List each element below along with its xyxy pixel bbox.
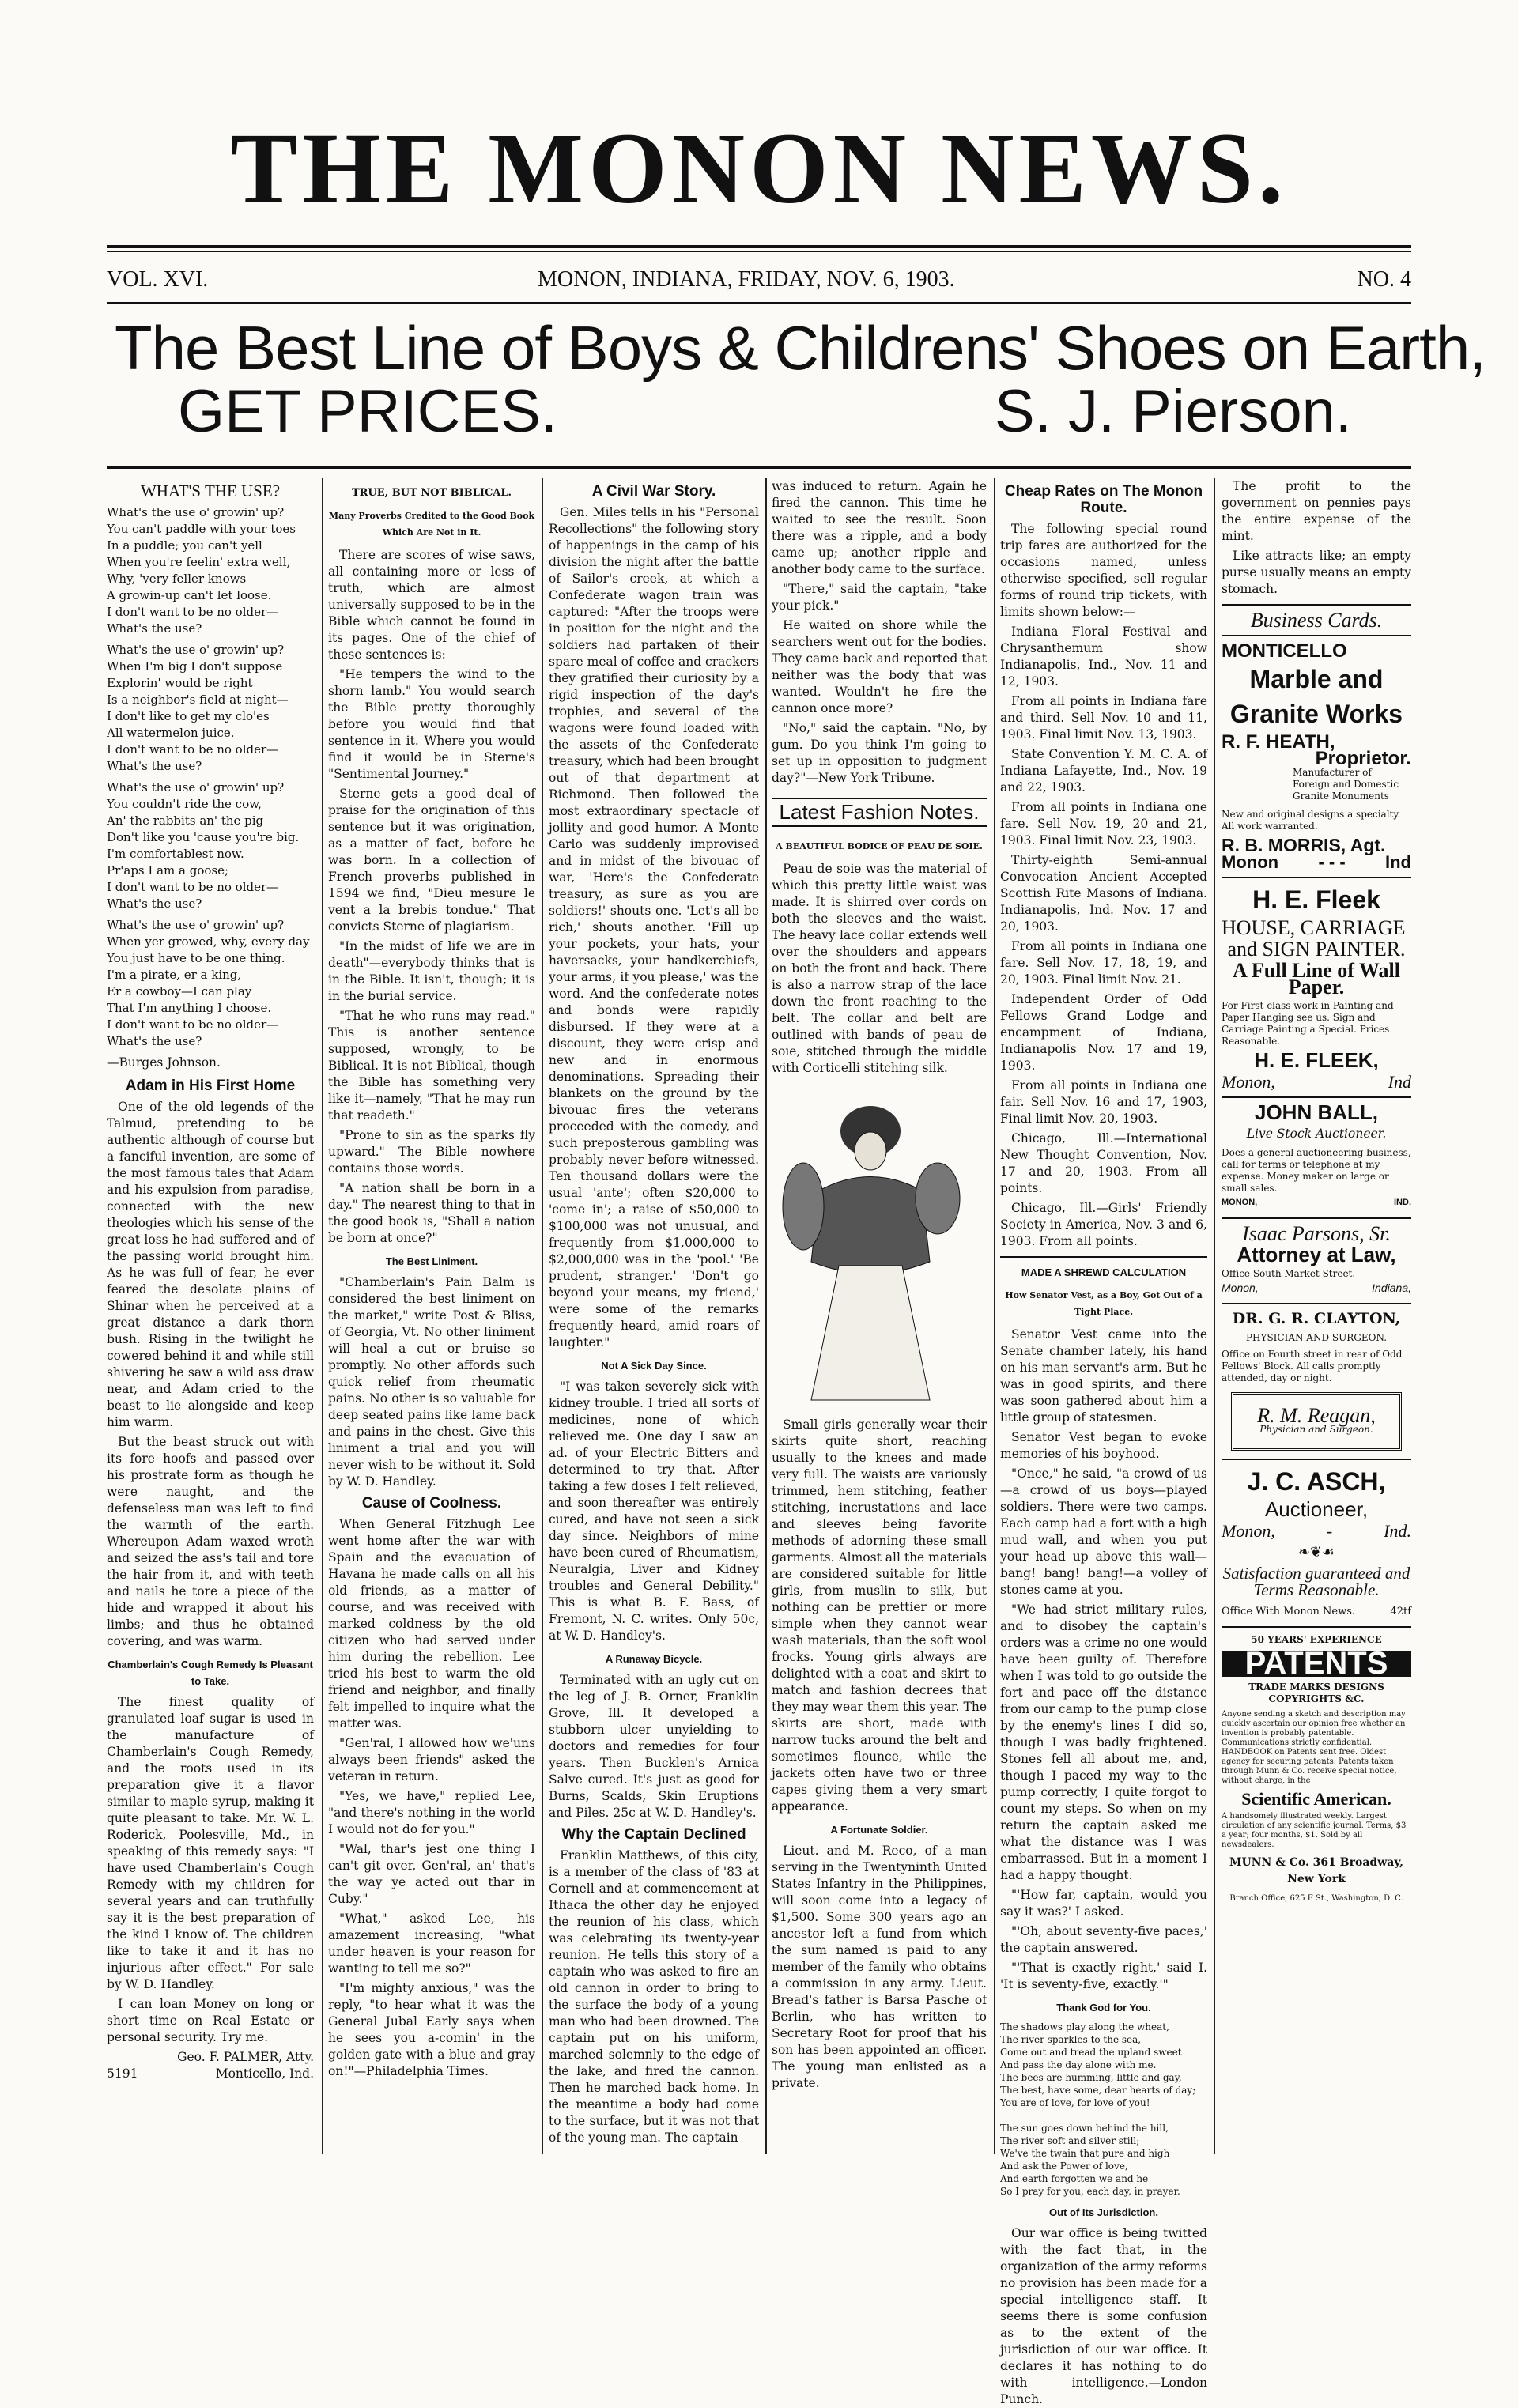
fleek-name: H. E. Fleek <box>1252 885 1380 914</box>
ball-title: Live Stock Auctioneer. <box>1246 1127 1387 1141</box>
article-paragraph: The finest quality of granulated loaf sugar is used in the manufacture of Chamberlain's Cough Remedy, and the roots used in its preparation give it a flavor similar to maple syrup, making it quite pleasant to take. Mr. W. L. Roderick, Poolesville, Md., in speaking of this remedy says: "I have used Chamberlain's Cough Remedy with my children for several years and can truthfully say it is the best preparation of the kind I know of. The children like to take it and it has no injurious after effect." For sale by W. D. Handley. <box>107 1695 314 1991</box>
asch-title: Auctioneer, <box>1264 1497 1369 1521</box>
parsons-title: Attorney at Law, <box>1237 1243 1396 1266</box>
article-paragraph: "No," said the captain. "No, by gum. Do you think I'm going to set up in opposition to judgment day?"—New York Tribune. <box>772 721 987 785</box>
article-paragraph: Franklin Matthews, of this city, is a member of the class of '83 at Cornell and at commencement at Ithaca the other day he enjoyed the reunion of his class, which was celebrating its twenty-year reunion. He tells this story of a captain who was asked to fire an old cannon in order to bring to the surface the body of a young man who had been drowned. The captain put on his uniform, marched solemnly to the edge of the lake, and fired the cannon. Then he marched back home. In the meantime a body had come to the surface, but it was not that of the young man. The captain <box>549 1848 759 2145</box>
article-paragraph: "'Oh, about seventy-five paces,' the captain answered. <box>1000 1924 1207 1955</box>
ball-state: IND. <box>1394 1198 1411 1207</box>
article-paragraph: "'How far, captain, would you say it was?' I asked. <box>1000 1888 1207 1919</box>
business-cards-heading: Business Cards. <box>1250 609 1383 632</box>
morris-dashes: - - - <box>1318 852 1346 872</box>
captain-heading: Why the Captain Declined <box>561 1826 746 1843</box>
shoe-advertisement-banner <box>107 312 1486 455</box>
article-paragraph: Like attracts like; an empty purse usually means an empty stomach. <box>1222 549 1411 596</box>
article-paragraph: Chicago, Ill.—International New Thought Convention, Nov. 17 and 20, 1903. From all points. <box>1000 1131 1207 1195</box>
column-divider <box>1214 478 1215 2154</box>
column-divider <box>542 478 543 2154</box>
divider <box>1222 1217 1411 1219</box>
poem-heading: Thank God for You. <box>1056 2002 1151 2014</box>
fleek-signature: H. E. FLEEK, <box>1254 1048 1379 1072</box>
column-3 <box>549 478 759 2154</box>
monon-rates-heading: Cheap Rates on The Monon Route. <box>1004 483 1203 516</box>
article-paragraph: From all points in Indiana fare and third. Sell Nov. 10 and 11, 1903. Final limit Nov. 13, 1903. <box>1000 694 1207 742</box>
column-4 <box>772 478 987 2154</box>
reagan-name: R. M. Reagan, <box>1257 1404 1376 1427</box>
parsons-town: Monon, <box>1222 1281 1259 1294</box>
article-paragraph: "He tempers the wind to the shorn lamb." You would search the Bible pretty thoroughly before you would find that sentence in it. Where you would find it would be in Sterne's "Sentimental Journey." <box>328 667 535 781</box>
divider <box>1222 1626 1411 1628</box>
article-paragraph: "There," said the captain, "take your pick." <box>772 582 987 613</box>
parsons-state: Indiana, <box>1372 1281 1411 1294</box>
sciam-description: A handsomely illustrated weekly. Largest circulation of any scientific journal. Terms, $3 a year; four months, $1. Sold by all newsdealers. <box>1222 1812 1407 1849</box>
civil-war-heading: A Civil War Story. <box>591 483 716 500</box>
coolness-heading: Cause of Coolness. <box>361 1495 502 1512</box>
monticello-ad-line: MONTICELLO <box>1222 640 1347 662</box>
monument-description: Manufacturer of Foreign and Domestic Granite Monuments <box>1293 767 1399 802</box>
article-paragraph: "I was taken severely sick with kidney trouble. I tried all sorts of medicines, none of which relieved me. One day I saw an ad. of your Electric Bitters and determined to try that. After taking a few doses I felt relieved, and soon thereafter was entirely cured, and have not seen a sick day since. Neighbors of mine have been cured of Rheumatism, Neuralgia, Liver and Kidney troubles and General Debility." This is what B. F. Bass, of Fremont, N. C. writes. Only 50c, at W. D. Handley's. <box>549 1380 759 1643</box>
column-divider <box>322 478 323 2154</box>
ball-name: JOHN BALL, <box>1255 1100 1378 1124</box>
morris-place <box>1222 854 1411 870</box>
munn-address: MUNN & Co. 361 Broadway, New York <box>1229 1856 1403 1885</box>
fleek-town: Monon, <box>1222 1072 1275 1092</box>
fleek-state: Ind <box>1388 1072 1411 1092</box>
article-paragraph: "Prone to sin as the sparks fly upward." The Bible nowhere contains those words. <box>328 1128 535 1176</box>
banner-merchant: S. J. Pierson. <box>995 378 1352 445</box>
article-paragraph: Chicago, Ill.—Girls' Friendly Society in America, Nov. 3 and 6, 1903. From all points. <box>1000 1201 1207 1248</box>
article-paragraph: From all points in Indiana one fare. Sell Nov. 19, 20 and 21, 1903. Final limit Nov. 23, 1903. <box>1000 800 1207 847</box>
article-paragraph: He waited on shore while the searchers went out for the bodies. They came back and reported that neither was the body that was wanted. Wouldn't he fire the cannon once more? <box>772 618 987 715</box>
masthead-rule-thin <box>107 251 1411 252</box>
dateline-rule <box>107 302 1411 304</box>
dateline <box>107 267 1411 299</box>
article-paragraph: When General Fitzhugh Lee went home after the war with Spain and the evacuation of Havana he made calls on all his old friends, as a matter of course, and was received with marked coldness by the old citizen who had served under him during the rebellion. Lee tried his best to warm the old friend and neighbor, and finally felt impelled to inquire what the matter was. <box>328 1517 535 1731</box>
article-paragraph: "We had strict military rules, and to disobey the captain's orders was a crime no one would have been guilty of. Therefore when I was told to go outside the fort and pace off the distance from our camp to the pump close by the enemy's lines I did so, though I was badly frightened. Stones fell all about me, and, though I paced my way to the pump correctly, I quite forgot to count my steps. So when on my return the captain asked me what the distance was I was embarrassed. But in a moment I had a happy thought. <box>1000 1602 1207 1882</box>
article-paragraph: There are scores of wise saws, all containing more or less of truth, which are almost universally supposed to be in the Bible which cannot be found in its pages. One of the chief of these sentences is: <box>328 548 535 662</box>
divider <box>1222 635 1411 636</box>
divider <box>1000 1256 1207 1258</box>
article-paragraph: "'That is exactly right,' said I. 'It is seventy-five, exactly.'" <box>1000 1961 1207 1991</box>
divider <box>1222 877 1411 878</box>
bicycle-heading: A Runaway Bicycle. <box>605 1653 703 1665</box>
volume-number: VOL. XVI. <box>107 267 209 292</box>
liniment-heading: The Best Liniment. <box>385 1255 478 1267</box>
article-paragraph: The profit to the government on pennies pays the entire expense of the mint. <box>1222 479 1411 543</box>
article-paragraph: One of the old legends of the Talmud, pretending to be authentic although of course but a fanciful invention, are some of the most famous tales that Adam and his expulsion from paradise, connected with the new theologies which his sense of the great loss he had suffered and of the passing world brought him. As he was full of fear, he ever feared the desolate plains of Shinar when he perceived at a great distance a dark thorn bush. Rising in the twilight he cowered behind it and while still shivering he saw a wild ass draw near, and Adam cried to the beast to lie alongside and keep him warm. <box>107 1100 314 1429</box>
loan-place: Monticello, Ind. <box>215 2066 314 2081</box>
asch-state: Ind. <box>1384 1521 1411 1541</box>
article-paragraph: Indiana Floral Festival and Chrysanthemum show Indianapolis, Ind., Nov. 11 and 12, 1903. <box>1000 625 1207 689</box>
designs-note: New and original designs a specialty. All work warranted. <box>1222 809 1401 832</box>
divider <box>1222 604 1411 606</box>
reagan-title: Physician and Surgeon. <box>1259 1424 1373 1435</box>
article-paragraph: Independent Order of Odd Fellows Grand Lodge and encampment of Indiana, Indianapolis Nov. 17 and 19, 1903. <box>1000 992 1207 1073</box>
column-6 <box>1222 478 1411 2154</box>
article-paragraph: "I'm mighty anxious," was the reply, "to hear what it was the General Jubal Early says when he sees you a-comin' in the golden gate with a blue and gray on!"—Philadelphia Times. <box>328 1981 535 2078</box>
proprietor-label: Proprietor. <box>1315 748 1411 769</box>
monticello-ad-line: Granite Works <box>1229 700 1403 728</box>
article-heading: TRUE, BUT NOT BIBLICAL. <box>351 487 512 499</box>
ball-description: Does a general auctioneering business, call for terms or telephone at my expense. Money maker on large or small sales. <box>1222 1147 1411 1194</box>
article-paragraph: Our war office is being twitted with the fact that, in the organization of the army reforms no provision has been made for a special intelligence staff. It seems there is some confusion as to the extent of the jurisdiction of our war office. It declares it has nothing to do with intelligence.—London Punch. <box>1000 2226 1207 2406</box>
article-paragraph: From all points in Indiana one fare. Sell Nov. 17, 18, 19, and 20, 1903. Final limit Nov. 21. <box>1000 939 1207 987</box>
morris-state: Ind <box>1384 852 1411 872</box>
shrewd-subheading: How Senator Vest, as a Boy, Got Out of a Tight Place. <box>1005 1290 1203 1317</box>
fashion-subheading: A BEAUTIFUL BODICE OF PEAU DE SOIE. <box>776 841 983 851</box>
asch-town: Monon, <box>1222 1521 1275 1541</box>
patents-description: Anyone sending a sketch and description may quickly ascertain our opinion free whether an invention is probably patentable. Communications strictly confidential. HANDBOOK on Patents sent free. Oldest agency for securing patents. Patents taken through Munn & Co. receive special notice, without charge, in the <box>1222 1710 1406 1785</box>
article-paragraph: From all points in Indiana one fair. Sell Nov. 16 and 17, 1903, Final limit Nov. 20, 1903. <box>1000 1078 1207 1126</box>
column-5 <box>1000 478 1207 2406</box>
fleek-description: For First-class work in Painting and Paper Hanging see us. Sign and Carriage Painting a Special. Prices Reasonable. <box>1222 1000 1394 1047</box>
masthead: THE MONON NEWS. <box>229 112 1289 225</box>
article-paragraph: "A nation shall be born in a day." The nearest thing to that in the good book is, "Shall a nation be born at once?" <box>328 1181 535 1245</box>
clayton-title: PHYSICIAN AND SURGEON. <box>1245 1332 1388 1343</box>
asch-name: J. C. ASCH, <box>1247 1467 1386 1496</box>
article-paragraph: Terminated with an ugly cut on the leg of J. B. Orner, Franklin Grove, Ill. It developed a stubborn ulcer unyielding to doctors and remedies for four years. Then Bucklen's Arnica Salve cured. It's just as good for Burns, Scalds, Skin Eruptions and Piles. 25c at W. D. Handley's. <box>549 1673 759 1820</box>
column-divider <box>994 478 995 2154</box>
article-paragraph: "Once," he said, "a crowd of us—a crowd of us boys—played soldiers. There were two camps. Each camp had a fort with a high mud wall, and when you put your head up above this wall—bang! bang! bang!—a volley of stones came at you. <box>1000 1466 1207 1597</box>
article-paragraph: Senator Vest began to evoke memories of his boyhood. <box>1000 1430 1207 1461</box>
issue-number: NO. 4 <box>1357 267 1411 292</box>
sick-day-heading: Not A Sick Day Since. <box>601 1360 707 1372</box>
masthead-rule-top <box>107 245 1411 248</box>
asch-dash: - <box>1326 1521 1333 1541</box>
parsons-office: Office South Market Street. <box>1222 1268 1356 1279</box>
clayton-office: Office on Fourth street in rear of Odd Fellows' Block. All calls promptly attended, day or night. <box>1222 1349 1403 1383</box>
poem-stanza: What's the use o' growin' up? When yer growed, why, every day You just have to be one thing. I'm a pirate, er a king, Er a cowboy—I can play That I'm anything I choose. I don't want to be no older— What's the use? <box>107 918 310 1048</box>
jurisdiction-heading: Out of Its Jurisdiction. <box>1049 2206 1158 2218</box>
shrewd-heading: MADE A SHREWD CALCULATION <box>1021 1266 1187 1278</box>
heath-name: R. F. HEATH, <box>1222 731 1335 753</box>
soldier-heading: A Fortunate Soldier. <box>830 1824 928 1836</box>
poem-stanza: What's the use o' growin' up? You can't paddle with your toes In a puddle; you can't yell When you're feelin' extra well, Why, 'very feller knows A growin-up can't let loose. I don't want to be no older— What's the use? <box>107 505 296 636</box>
article-paragraph: Thirty-eighth Semi-annual Convocation Ancient Accepted Scottish Rite Masons of Indiana. Indianapolis, Ind. Nov. 17 and 20, 1903. <box>1000 853 1207 934</box>
poem-body: The shadows play along the wheat, The river sparkles to the sea, Come out and tread the upland sweet And pass the day alone with me. The bees are humming, little and gay, The best, have some, dear hearts of day; You are of love, for love of you! The sun goes down behind the hill, The river soft and silver still; We've the twain that pure and high And ask the Power of love, And earth forgotten we and he So I pray for you, each day, in prayer. <box>1000 2021 1196 2197</box>
poem-stanza: What's the use o' growin' up? You couldn't ride the cow, An' the rabbits an' the pig Don't like you 'cause you're big. I'm comfortablest now. Pr'aps I am a goose; I don't want to be no older— What's the use? <box>107 780 300 911</box>
parsons-place <box>1222 1280 1411 1296</box>
banner-get-prices: GET PRICES. <box>178 378 558 445</box>
asch-code: 42tf <box>1390 1606 1411 1617</box>
divider <box>1222 1303 1411 1304</box>
ball-town: MONON, <box>1222 1198 1258 1207</box>
ornament-icon: ❧❦☙ <box>1297 1544 1335 1561</box>
fleek-line: A Full Line of Wall Paper. <box>1233 959 1400 998</box>
ball-place <box>1222 1195 1411 1211</box>
fleek-line: and SIGN PAINTER. <box>1227 938 1406 961</box>
poem-stanza: What's the use o' growin' up? When I'm big I don't suppose Explorin' would be right Is a neighbor's field at night— I don't like to get my clo'es All watermelon juice. I don't want to be no older— What's the use? <box>107 643 289 773</box>
column-divider <box>765 478 767 2154</box>
patents-years: 50 YEARS' EXPERIENCE <box>1251 1634 1382 1645</box>
asch-place <box>1222 1523 1411 1539</box>
article-paragraph: But the beast struck out with its fore hoofs and passed over his prostrate form as though he were naught, and the defenseless man was left to find the warmth of the earth. Whereupon Adam waxed wroth and seized the ass's tail and tore the hair from it, and with teeth and nails he tore a piece of the hide and wrapped it about his limbs; and thus he obtained covering, and was warm. <box>107 1435 314 1648</box>
loan-signature: Geo. F. PALMER, Atty. <box>177 2050 314 2064</box>
article-paragraph: "What," asked Lee, his amazement increasing, "what under heaven is your reason for wanting to tell me so?" <box>328 1912 535 1976</box>
poem-title: WHAT'S THE USE? <box>140 481 281 500</box>
patents-marks: TRADE MARKS DESIGNS COPYRIGHTS &C. <box>1248 1681 1384 1704</box>
place-and-date: MONON, INDIANA, FRIDAY, NOV. 6, 1903. <box>538 267 955 292</box>
fleek-place <box>1222 1074 1411 1090</box>
article-paragraph: "That he who runs may read." This is another sentence supposed, wrongly, to be Biblical. It is not Biblical, though the Bible has something very like it—namely, "That he may run that readeth." <box>328 1009 535 1123</box>
article-paragraph: "Yes, we have," replied Lee, "and there's nothing in the world I would not do for you." <box>328 1789 535 1836</box>
article-paragraph: "In the midst of life we are in death"—everybody thinks that is in the Bible. It isn't, though; it is in the burial service. <box>328 939 535 1003</box>
article-paragraph: State Convention Y. M. C. A. of Indiana Lafayette, Ind., Nov. 19 and 22, 1903. <box>1000 747 1207 794</box>
adam-heading: Adam in His First Home <box>125 1078 296 1094</box>
article-paragraph: "Chamberlain's Pain Balm is considered the best liniment on the market," write Post & Bliss, of Georgia, Vt. No other liniment will heal a cut or bruise so promptly. No other affords such quick relief from rheumatic pains. No other is so valuable for deep seated pains like lame back and pains in the chest. Give this liniment a trial and you will never wish to be without it. Sold by W. D. Handley. <box>328 1275 535 1489</box>
article-paragraph: "Gen'ral, I allowed how we'uns always been friends" asked the veteran in return. <box>328 1736 535 1783</box>
article-paragraph: Small girls generally wear their skirts quite short, reaching usually to the knees and made very full. The waists are variously trimmed, hem stitching, feather stitching, incrustations and lace and sleeves being favorite methods of adorning these small garments. Almost all the materials are considered suitable for little girls, from muslin to silk, but nothing can be prettier or more simple when they cannot wear wash materials, than the soft wool frocks. Young girls always are delighted with a coat and skirt to match and fashion decrees that they may wear them this year. The skirts are short, made with narrow tucks around the belt and sometimes flounce, while the jackets often have two or three capes giving them a very smart appearance. <box>772 1417 987 1814</box>
divider <box>1222 1459 1411 1460</box>
article-subheading: Many Proverbs Credited to the Good Book Which Are Not in It. <box>328 511 535 538</box>
munn-branch: Branch Office, 625 F St., Washington, D. C. <box>1229 1894 1403 1903</box>
asch-guarantee: Satisfaction guaranteed and Terms Reasonable. <box>1222 1564 1410 1599</box>
article-paragraph: Gen. Miles tells in his "Personal Recollections" the following story of happenings in the camp of his division the night after the battle of Sailor's creek, at which a Confederate wagon train was captured: "After the troops were in position for the night and the soldiers had partaken of their spare meal of coffee and crackers they gratified their curiosity by a rigid inspection of the day's trophies, and several of the wagons were found loaded with the assets of the Confederate treasury, which had been brought out of that department at Richmond. Then followed the most extraordinary spectacle of jollity and good humor. A Monte Carlo was suddenly improvised and in midst of the bivouac of war, 'Here's the Confederate treasury, as sure as you are soldiers!' shouts one. 'Let's all be rich,' shouts another. 'Fill up your pockets, your hats, your haversacks, your handkerchiefs, your arms, if you please,' was the word. And the confederate notes and bonds were rapidly disbursed. If they were at a discount, they were crisp and new and in enormous denominations. Spreading their blankets on the ground by the bivouac fires the veterans proceeded with the comedy, and such preposterous gambling was probably never before witnessed. Ten thousand dollars were the usual 'ante'; often $20,000 to 'come in'; a raise of $50,000 to $100,000 was not unusual, and frequently from $1,000,000 to $2,000,000 was in the 'pool.' 'Be prudent, stranger.' 'Don't go beyond your means, my friend,' were some of the remarks frequently heard, amid roars of laughter." <box>549 505 759 1349</box>
article-paragraph: Peau de soie was the material of which this pretty little waist was made. It is shirred over cords on both the sleeves and the waist. The heavy lace collar extends well over the shoulders and appears on both the front and back. There is also a narrow strap of the lace down the front reaching to the belt. The collar and belt are outlined with bands of peau de soie, stitched through the middle with Corticelli stitching silk. <box>772 862 987 1075</box>
article-paragraph: Senator Vest came into the Senate chamber lately, his hand on his man servant's arm. But he was in good spirits, and there was soon gathered about him a little group of statesmen. <box>1000 1327 1207 1425</box>
article-paragraph: Lieut. and M. Reco, of a man serving in the Twentyninth United States Infantry in the Philippines, will soon come into a legacy of $1,500. Some 300 years ago an ancestor left a fund from which the sum named is paid to any member of the family who obtains a commission in any army. Lieut. Bread's father is Barsa Pasche of Berlin, who has written to Secretary Root for proof that his son has been appointed an officer. The young man enlisted as a private. <box>772 1844 987 2090</box>
parsons-name: Isaac Parsons, Sr. <box>1242 1222 1391 1245</box>
patents-word: PATENTS <box>1222 1651 1411 1677</box>
banner-headline: The Best Line of Boys & Childrens' Shoes on Earth, <box>115 313 1486 383</box>
article-paragraph: Sterne gets a good deal of praise for the origination of this sentence but it was origination, as a matter of fact, before he was born. In a collection of French proverbs published in 1594 we find, "Dieu mesure le vent a la brebis tondue." That convicts Sterne of plagiarism. <box>328 787 535 934</box>
article-paragraph: was induced to return. Again he fired the cannon. This time he waited to see the result. Soon there was a ripple, and a body came up; another ripple and another body came to the surface. <box>772 479 987 576</box>
morris-town: Monon <box>1222 852 1279 872</box>
article-paragraph: The following special round trip fares are authorized for the occasions named, unless otherwise specified, sell regular forms of round trip tickets, with limits shown below:— <box>1000 522 1207 619</box>
column-2 <box>328 478 535 2154</box>
poem-author: —Burges Johnson. <box>107 1055 221 1070</box>
banner-rule <box>107 466 1411 469</box>
reagan-card <box>1231 1392 1402 1451</box>
bodice-illustration <box>772 1088 969 1404</box>
loan-code: 5191 <box>107 2066 138 2081</box>
cough-remedy-heading: Chamberlain's Cough Remedy Is Pleasant to Take. <box>108 1659 313 1687</box>
morris-agent: R. B. MORRIS, Agt. <box>1222 835 1386 855</box>
fleek-line: HOUSE, CARRIAGE <box>1222 916 1406 939</box>
scientific-american: Scientific American. <box>1241 1789 1392 1809</box>
clayton-name: DR. G. R. CLAYTON, <box>1232 1310 1401 1327</box>
fashion-heading: Latest Fashion Notes. <box>772 798 987 827</box>
asch-office: Office With Monon News. <box>1222 1606 1356 1617</box>
column-1 <box>107 478 314 2154</box>
monticello-ad-line: Marble and <box>1249 665 1384 693</box>
loan-notice: I can loan Money on long or short time on Real Estate or personal security. Try me. <box>107 1997 314 2044</box>
article-paragraph: "Wal, thar's jest one thing I can't git over, Gen'ral, an' that's the way ye acted out thar in Cuby." <box>328 1842 535 1906</box>
divider <box>1222 1096 1411 1098</box>
